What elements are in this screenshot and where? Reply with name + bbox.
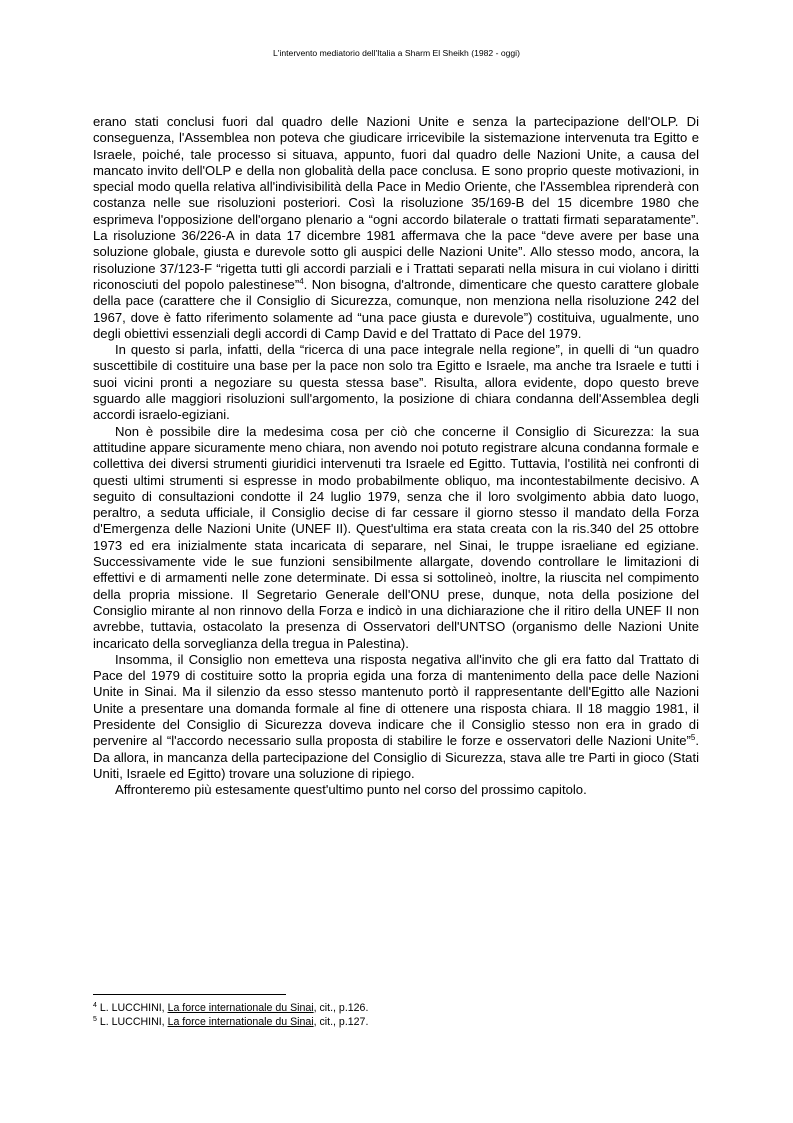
paragraph-5: Affronteremo più estesamente quest'ultimo punto nel corso del prossimo capitolo. [115, 782, 587, 798]
footnote-author: L. LUCCHINI, [99, 1002, 168, 1014]
footnote-4 [93, 1002, 368, 1016]
footnote-title: La force internationale du Sinai [167, 1002, 314, 1014]
footnote-ref-5: 5 [690, 733, 696, 743]
paragraph-2: In questo si parla, infatti, della “ricerca di una pace integrale nella regione”, in quelli di “un quadro suscettibile di costituire una base per la pace non solo tra Egitto e Israele, ma anche tra Israele e tutti i suoi vicini pronti a negoziare su questa stessa base”. Risulta, allora evidente, dopo questo breve sguardo alle maggiori risoluzioni sull'argomento, la posizione di chiara condanna dell'Assemblea degli accordi israelo-egiziani. [93, 342, 699, 423]
footnote-ref-4: 4 [299, 276, 304, 286]
paragraph-4-text-a: Insomma, il Consiglio non emetteva una risposta negativa all'invito che gli era fatto dal Trattato di Pace del 1979 di costituire sotto la propria egida una forza di mantenimento della pace delle Nazioni Unite in Sinai. Ma il silenzio da esso stesso mantenuto portò il rappresentante dell'Egitto alle Nazioni Unite a presentare una domanda formale al fine di ottenere una risposta chiara. Il 18 maggio 1981, il Presidente del Consiglio di Sicurezza doveva indicare che il Consiglio stesso non era in grado di pervenire al “l'accordo necessario sulla proposta di stabilire le forze e osservatori delle Nazioni Unite” [93, 651, 699, 749]
footnote-ref: , cit., p.127. [313, 1015, 369, 1028]
paragraph-1-text-b: . Non bisogna, d'altronde, dimenticare che questo carattere globale della pace (carattere che il Consiglio di Sicurezza, comunque, non menziona nella risoluzione 242 del 1967, dove è fatto riferimento solamente ad “una pace giusta e durevole”) costituiva, ugualmente, uno degli obiettivi essenziali degli accordi di Camp David e del Trattato di Pace del 1979. [93, 276, 699, 341]
body-text [93, 114, 699, 798]
footnote-title: La force internationale du Sinai [167, 1015, 314, 1028]
paragraph-3: Non è possibile dire la medesima cosa per ciò che concerne il Consiglio di Sicurezza: la sua attitudine appare sicuramente meno chiara, non avendo noi potuto registrare alcuna condanna formale e collettiva dei diversi strumenti giuridici intervenuti tra Israele ed Egitto. Tuttavia, l'ostilità nei confronti di questi ultimi strumenti si espresse in modo probabilmente obliquo, ma incontestabilmente decisivo. A seguito di consultazioni condotte il 24 luglio 1979, senza che il loro svolgimento abbia dato luogo, peraltro, a seduta ufficiale, il Consiglio decise di far cessare il giorno stesso il mandato della Forza d'Emergenza delle Nazioni Unite (UNEF II). Quest'ultima era stata creata con la ris.340 del 25 ottobre 1973 ed era inizialmente stata incaricata di separare, nel Sinai, le truppe israeliane ed egiziane. Successivamente vide le sue funzioni sensibilmente allargate, dovendo controllare le limitazioni di effettivi e di armamenti nelle zone determinate. Di essa si sottolineò, inoltre, la riuscita nel compimento della propria missione. Il Segretario Generale dell'ONU prese, dunque, nota della posizione del Consiglio mirante al non rinnovo della Forza e indicò in una dichiarazione che il ritiro della UNEF II non avrebbe, tuttavia, ostacolato la presenza di Osservatori dell'UNTSO (organismo delle Nazioni Unite incaricato della sorveglianza della tregua in Palestina). [93, 423, 699, 651]
running-header: L'intervento mediatorio dell'Italia a Sharm El Sheikh (1982 - oggi) [273, 48, 520, 58]
footnote-5 [93, 1016, 368, 1030]
footnote-separator [93, 994, 286, 995]
paragraph-4 [93, 652, 699, 782]
footnote-number: 4 [93, 1002, 97, 1009]
footnote-author: L. LUCCHINI, [99, 1015, 168, 1028]
footnote-number: 5 [93, 1015, 97, 1023]
paragraph-4-text-b: . Da allora, in mancanza della partecipazione del Consiglio di Sicurezza, stava alle tre Parti in gioco (Stati Uniti, Israele ed Egitto) trovare una soluzione di ripiego. [93, 733, 699, 781]
paragraph-1 [93, 114, 699, 342]
footnotes [93, 1002, 368, 1029]
paragraph-1-text-a: erano stati conclusi fuori dal quadro delle Nazioni Unite e senza la partecipazione dell'OLP. Di conseguenza, l'Assemblea non poteva che giudicare irricevibile la sistemazione intervenuta tra Egitto e Israele, poiché, tale processo si situava, appunto, fuori dal quadro delle Nazioni Unite, a causa del mancato invito dell'OLP e della non globalità della pace conclusa. E sono proprio queste motivazioni, in special modo quella relativa all'indivisibilità della Pace in Medio Oriente, che l'Assemblea riprenderà con costanza nelle sue risoluzioni posteriori. Così la risoluzione 35/169-B del 15 dicembre 1980 che esprimeva l'opposizione dell'organo plenario a “ogni accordo bilaterale o trattati firmati separatamente”. La risoluzione 36/226-A in data 17 dicembre 1981 affermava che la pace “deve avere per base una soluzione globale, giusta e durevole sotto gli auspici delle Nazioni Unite”. Allo stesso modo, ancora, la risoluzione 37/123-F “rigetta tutti gli accordi parziali e i Trattati separati nella misura in cui violano i diritti riconosciuti del popolo palestinese” [93, 114, 699, 292]
footnote-ref: , cit., p.126. [313, 1002, 369, 1014]
